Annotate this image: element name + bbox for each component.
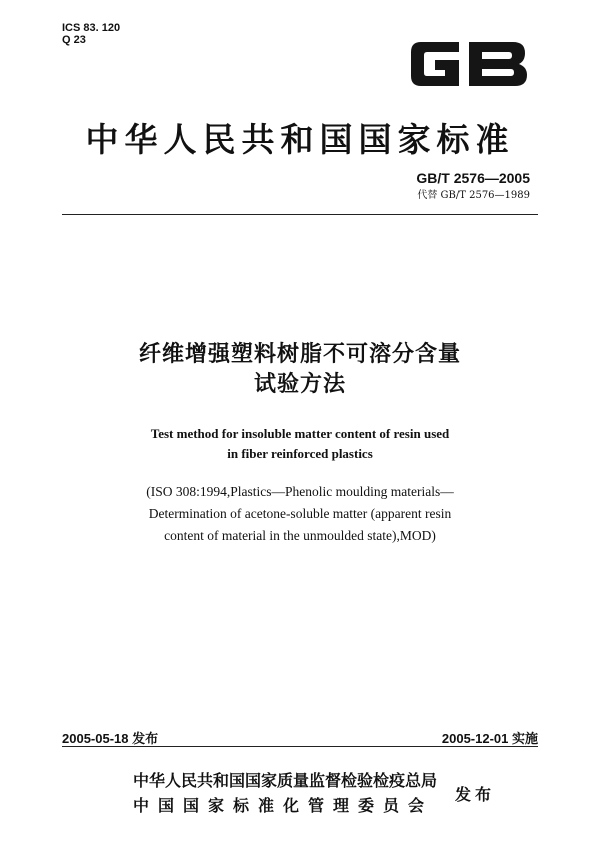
issue-word: 发布	[455, 785, 496, 804]
chinese-title-line-2: 试验方法	[253, 372, 346, 397]
classification-codes	[62, 22, 120, 46]
iso-reference-line-2: Determination of acetone-soluble matter (apparent resin	[148, 506, 452, 521]
standard-number: GB/T 2576—2005	[416, 170, 530, 186]
implementation-date: 2005-12-01 实施	[441, 731, 538, 746]
chinese-title-line-1: 纤维增强塑料树脂不可溶分含量	[138, 342, 461, 367]
issue-date: 2005-05-18 发布	[62, 731, 159, 746]
issuer-line-1: 中华人民共和国国家质量监督检验检疫总局	[133, 771, 438, 790]
header-divider	[62, 214, 538, 215]
ccs-code: Q 23	[62, 34, 86, 46]
english-title-line-2: in fiber reinforced plastics	[227, 446, 373, 461]
iso-reference-line-3: content of material in the unmoulded state),MOD)	[164, 528, 436, 543]
national-standard-title: 中华人民共和国国家标准	[85, 120, 515, 159]
replaces-standard: 代替 GB/T 2576—1989	[417, 190, 530, 201]
footer-divider	[62, 746, 538, 747]
iso-reference-line-1: (ISO 308:1994,Plastics—Phenolic moulding materials—	[146, 484, 454, 499]
gb-logo	[407, 34, 531, 94]
english-title-line-1: Test method for insoluble matter content of resin used	[150, 426, 450, 441]
issuer-line-2: 中国国家标准化管理委员会	[133, 796, 434, 815]
ics-code: ICS 83. 120	[62, 22, 121, 34]
